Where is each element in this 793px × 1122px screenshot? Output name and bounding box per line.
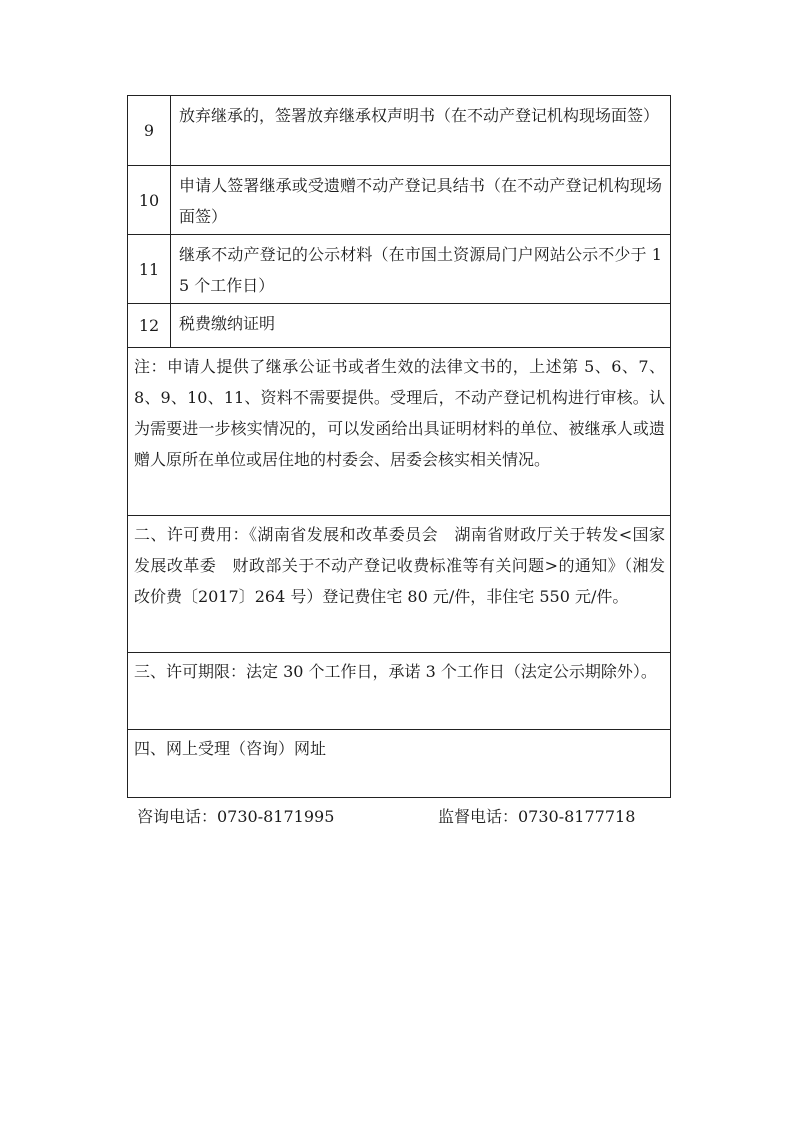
note-row bbox=[128, 348, 671, 516]
row-text: 继承不动产登记的公示材料（在市国土资源局门户网站公示不少于 15 个工作日） bbox=[171, 235, 671, 304]
row-number: 11 bbox=[128, 235, 171, 304]
row-number: 10 bbox=[128, 166, 171, 235]
supervise-phone: 监督电话：0730-8177718 bbox=[438, 807, 636, 826]
table-row bbox=[128, 96, 671, 166]
url-row bbox=[128, 730, 671, 798]
consult-phone: 咨询电话：0730-8171995 bbox=[137, 807, 335, 826]
table-row bbox=[128, 166, 671, 235]
row-text: 放弃继承的，签署放弃继承权声明书（在不动产登记机构现场面签） bbox=[171, 96, 671, 166]
fee-text: 二、许可费用：《湖南省发展和改革委员会 湖南省财政厅关于转发<国家发展改革委 财政部关于不动产登记收费标准等有关问题>的通知》（湘发改价费〔2017〕264 号）登记费住宅 80 元/件，非住宅 550 元/件。 bbox=[128, 516, 671, 653]
requirements-table bbox=[127, 95, 671, 798]
table-row bbox=[128, 304, 671, 348]
fee-row bbox=[128, 516, 671, 653]
row-text: 申请人签署继承或受遗赠不动产登记具结书（在不动产登记机构现场面签） bbox=[171, 166, 671, 235]
row-number: 9 bbox=[128, 96, 171, 166]
row-text: 税费缴纳证明 bbox=[171, 304, 671, 348]
row-number: 12 bbox=[128, 304, 171, 348]
note-text: 注：申请人提供了继承公证书或者生效的法律文书的，上述第 5、6、7、8、9、10、11、资料不需要提供。受理后，不动产登记机构进行审核。认为需要进一步核实情况的，可以发函给出具证明材料的单位、被继承人或遗赠人原所在单位或居住地的村委会、居委会核实相关情况。 bbox=[128, 348, 671, 516]
table-row bbox=[128, 235, 671, 304]
term-row bbox=[128, 653, 671, 730]
url-text: 四、网上受理（咨询）网址 bbox=[128, 730, 671, 798]
term-text: 三、许可期限：法定 30 个工作日，承诺 3 个工作日（法定公示期除外）。 bbox=[128, 653, 671, 730]
